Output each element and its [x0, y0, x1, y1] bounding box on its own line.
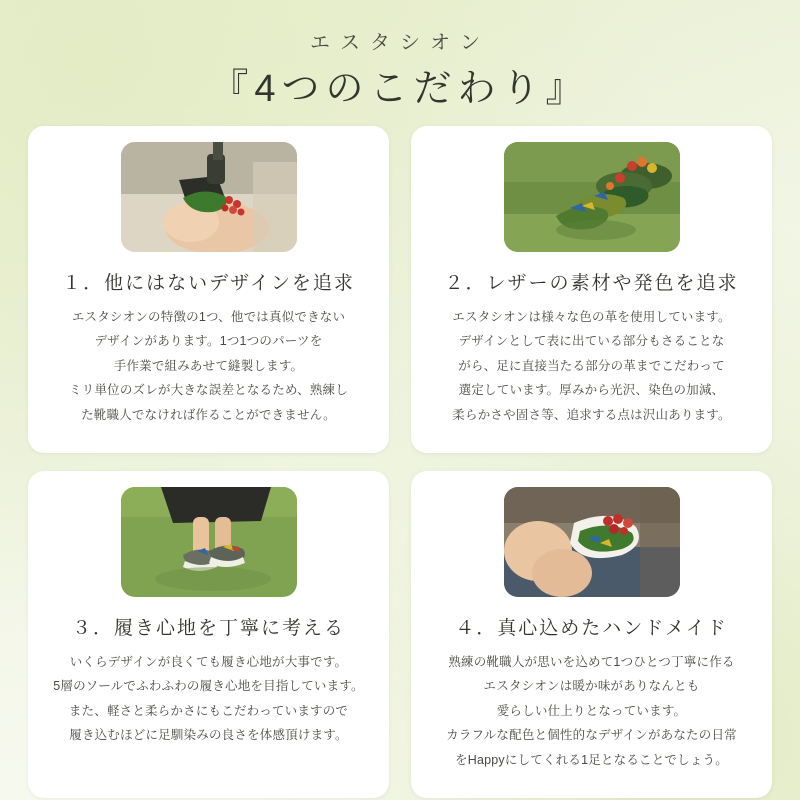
- feature-card: [411, 126, 772, 453]
- person-wearing-sneakers-on-lawn-photo: [121, 487, 297, 597]
- card-body-line: デザインとして表に出ている部分もさることな: [458, 334, 725, 349]
- card-body-line: また、軽さと柔らかさにもこだわっていますので: [68, 703, 349, 718]
- craftsman-handmaking-shoe-photo: [504, 487, 680, 597]
- page-title: 『4つのこだわり』: [210, 68, 590, 110]
- page-header: [28, 26, 772, 112]
- colorful-leather-shoes-on-grass-photo: [504, 142, 680, 252]
- card-title: ２．レザーの素材や発色を追求: [444, 273, 739, 294]
- card-body-line: 熟練の靴職人が思いを込めて1つひとつ丁寧に作る: [448, 655, 735, 669]
- photo-illustration: [504, 142, 680, 252]
- card-title: １．他にはないデザインを追求: [62, 273, 355, 294]
- card-body-line: いくらデザインが良くても履き心地が大事です。: [69, 655, 348, 669]
- card-body-line: がら、足に直接当たる部分の革までこだわって: [458, 358, 725, 373]
- card-body-line: 5層のソールでふわふわの履き心地を目指しています。: [53, 679, 364, 694]
- photo-illustration: [121, 487, 297, 597]
- card-body-line: デザインがあります。1つ1つのパーツを: [94, 334, 323, 349]
- card-body-line: ミリ単位のズレが大きな誤差となるため、熟練し: [69, 383, 348, 398]
- feature-card-grid: [28, 126, 772, 798]
- card-title: ４．真心込めたハンドメイド: [455, 618, 728, 639]
- photo-illustration: [504, 487, 680, 597]
- card-body-line: エスタシオンは暖か味がありなんとも: [483, 679, 700, 694]
- card-body-line: エスタシオンは様々な色の革を使用しています。: [452, 310, 731, 324]
- feature-card: [28, 471, 389, 798]
- card-body-line: エスタシオンの特徴の1つ、他では真似できない: [71, 310, 346, 324]
- card-body-line: 手作業で組みあせて縫製します。: [113, 358, 304, 373]
- card-body-line: た靴職人でなければ作ることができません。: [81, 407, 336, 422]
- feature-card: [411, 471, 772, 798]
- card-body: [69, 305, 348, 427]
- card-body: [53, 650, 363, 748]
- card-body-line: 柔らかさや固さ等、追求する点は沢山あります。: [452, 407, 731, 422]
- card-title: ３．履き心地を丁寧に考える: [71, 618, 345, 639]
- card-body: [452, 305, 730, 427]
- card-body-line: 履き込むほどに足馴染みの良さを体感頂けます。: [69, 728, 348, 743]
- brand-kicker: エスタシオン: [310, 32, 490, 54]
- card-body: [446, 650, 737, 772]
- sewing-machine-stitching-shoe-photo: [121, 142, 297, 252]
- card-body-line: 愛らしい仕上りとなっています。: [496, 703, 687, 718]
- photo-illustration: [121, 142, 297, 252]
- card-body-line: 選定しています。厚みから光沢、染色の加減、: [458, 383, 725, 398]
- feature-card: [28, 126, 389, 453]
- card-body-line: カラフルな配色と個性的なデザインがあなたの日常: [446, 728, 737, 743]
- card-body-line: をHappyにしてくれる1足となることでしょう。: [455, 752, 728, 767]
